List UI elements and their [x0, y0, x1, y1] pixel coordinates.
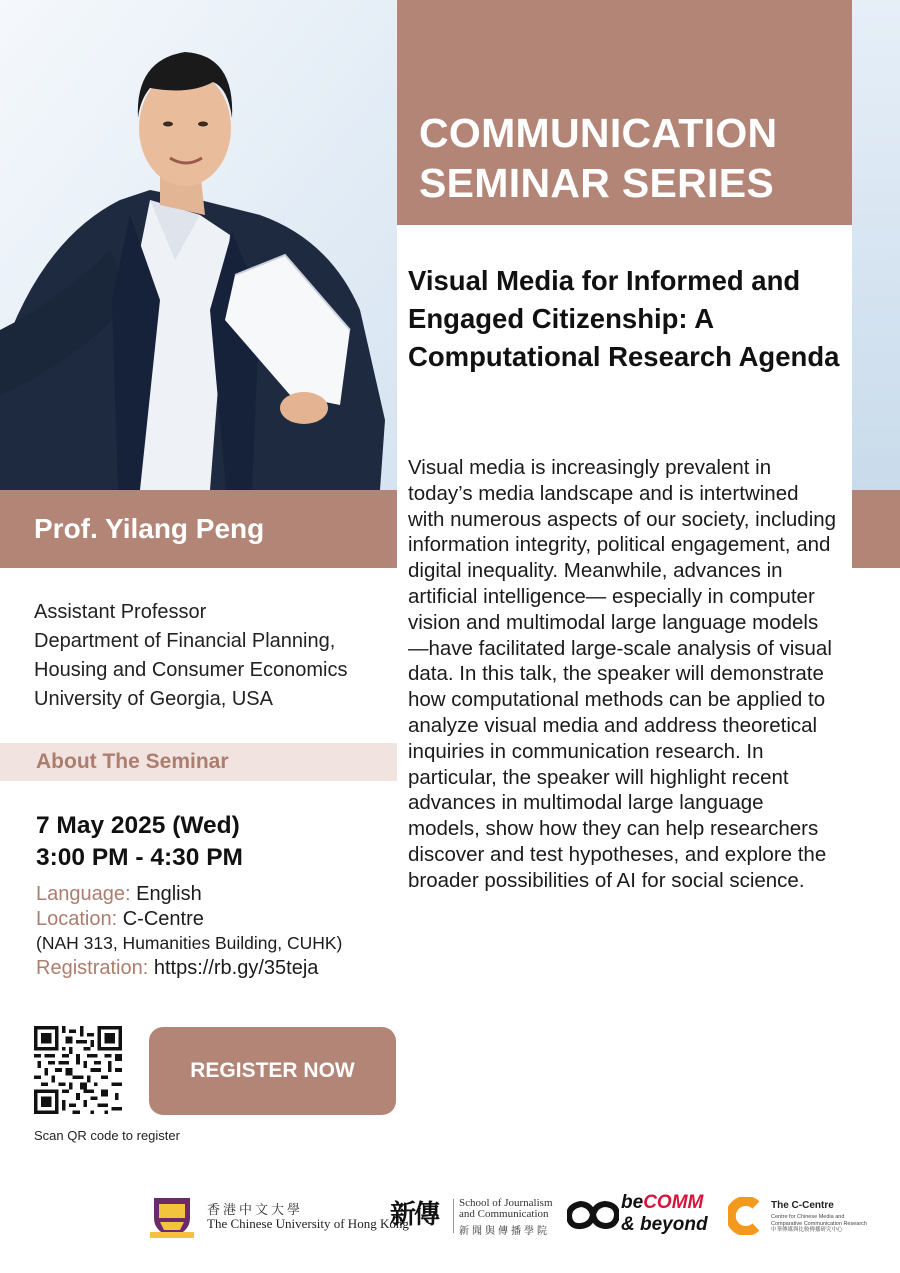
cuhk-name-zh: 香港中文大學 [207, 1203, 304, 1218]
registration-label: Registration: [36, 956, 149, 979]
location-row [36, 907, 396, 932]
ccentre-subtitle [771, 1214, 886, 1234]
register-now-button[interactable]: REGISTER NOW [149, 1027, 396, 1115]
series-title-line1: COMMUNICATION [419, 110, 778, 156]
becomm-be: be [621, 1192, 644, 1213]
language-label: Language: [36, 883, 131, 905]
speaker-position: Assistant Professor [34, 601, 207, 623]
speaker-department-line2: Housing and Consumer Economics [34, 659, 348, 681]
qr-code-icon[interactable] [34, 1026, 122, 1114]
sjc-logo-mark [390, 1195, 446, 1235]
qr-caption: Scan QR code to register [34, 1128, 180, 1143]
speaker-photo [0, 0, 396, 490]
ccentre-sub1: Centre for Chinese Media and [771, 1214, 845, 1220]
sjc-mark-text: 新傳 [390, 1200, 439, 1230]
ccentre-c-icon [728, 1197, 764, 1235]
sjc-name-en-line1: School of Journalism [459, 1197, 553, 1209]
language-value: English [136, 883, 202, 905]
speaker-name: Prof. Yilang Peng [34, 513, 265, 544]
series-title-line2: SEMINAR SERIES [419, 160, 775, 206]
location-value: C-Centre [122, 907, 204, 930]
speaker-university: University of Georgia, USA [34, 688, 273, 710]
becomm-text-line2: & beyond [621, 1214, 708, 1235]
becomm-infinity-icon [567, 1200, 619, 1230]
speaker-affiliation [34, 598, 396, 714]
seminar-datetime [36, 810, 243, 874]
about-seminar-label: About The Seminar [36, 750, 229, 773]
registration-row [36, 956, 396, 981]
sjc-name-en [459, 1198, 569, 1220]
cuhk-crest-icon [150, 1196, 194, 1238]
becomm-comm: COMM [643, 1192, 704, 1213]
language-row [36, 882, 396, 907]
partner-logos [0, 1180, 900, 1250]
talk-abstract: Visual media is increasingly prevalent in today’s media landscape and is intertwined with numerous aspects of our society, including information integrity, political engagement, and digital inequality. Meanwhile, advances in artificial intelligence— especially in computer vision and multimodal large language models—have facilitated large-scale analysis of visual data. In this talk, the speaker will demonstrate how computational methods can be applied to analyze visual media and address theoretical inquiries in communication research. In particular, the speaker will highlight recent advances in multimodal large language models, show how they can help researchers discover and test hypotheses, and explore the broader possibilities of AI for social science. [408, 456, 837, 892]
seminar-info [36, 882, 396, 980]
sjc-divider [453, 1199, 454, 1233]
registration-link[interactable]: https://rb.gy/35teja [153, 956, 319, 979]
right-edge-background [852, 0, 900, 490]
ccentre-sub3: 中華傳媒與比較傳播研究中心 [771, 1227, 843, 1233]
series-header [397, 0, 852, 225]
cuhk-name-en: The Chinese University of Hong Kong [207, 1216, 409, 1231]
location-detail: (NAH 313, Humanities Building, CUHK) [36, 933, 343, 953]
seminar-date: 7 May 2025 (Wed) [36, 812, 240, 839]
sjc-name-zh: 新聞與傳播學院 [459, 1226, 550, 1237]
seminar-time: 3:00 PM - 4:30 PM [36, 844, 243, 871]
location-label: Location: [36, 907, 118, 930]
speaker-band-right [852, 490, 900, 568]
becomm-text-line1 [621, 1192, 703, 1214]
sjc-name-en-line2: and Communication [459, 1208, 549, 1220]
ccentre-title: The C-Centre [771, 1200, 834, 1211]
speaker-department-line1: Department of Financial Planning, [34, 630, 336, 652]
ccentre-sub2: Comparative Communication Research [771, 1220, 867, 1227]
talk-title: Visual Media for Informed and Engaged Citizenship: A Computational Research Agenda [408, 265, 840, 372]
